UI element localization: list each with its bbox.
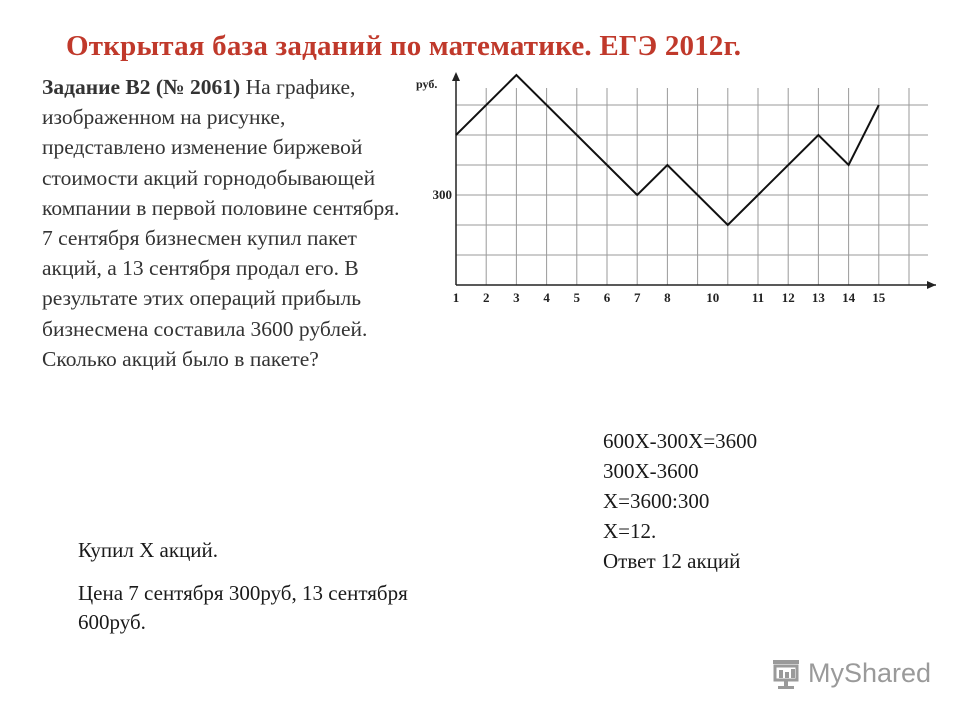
answer-line: Ответ 12 акций [603, 549, 741, 573]
task-body: На графике, изображенном на рисунке, представлено изменение биржевой стоимости акций горнодобывающей компании в первой половине сентября. 7 сентября бизнесмен купил пакет акций, а 13 сентября продал его. В результате этих операций прибыль бизнесмена составила 3600 рублей. Сколько акций было в пакете? [42, 75, 400, 371]
equation-line-2: 300Х-3600 [603, 459, 699, 483]
task-heading: Задание B2 (№ 2061) [42, 75, 241, 99]
equation-line-3: Х=3600:300 [603, 489, 710, 513]
x-tick-labels [453, 290, 886, 305]
y-tick-label: 300 [432, 187, 452, 202]
y-axis-arrow [452, 72, 460, 81]
x-tick-label: 12 [781, 290, 795, 305]
x-tick-label: 7 [633, 290, 641, 305]
x-tick-label: 6 [603, 290, 611, 305]
task-text [42, 72, 412, 374]
equation-line-4: Х=12. [603, 519, 657, 543]
x-tick-label: 4 [543, 290, 550, 305]
x-tick-label: 11 [751, 290, 765, 305]
x-tick-label: 14 [842, 290, 856, 305]
chart-grid [456, 88, 928, 285]
solution-step-1: Купил Х акций. [78, 538, 219, 562]
myshared-logo [768, 654, 938, 694]
y-tick-labels [433, 187, 453, 202]
x-tick-label: 10 [706, 290, 720, 305]
x-tick-label: 8 [664, 290, 671, 305]
stock-price-chart [416, 66, 946, 316]
equation-line-1: 600Х-300Х=3600 [603, 429, 758, 453]
solution-step-2: Цена 7 сентября 300руб, 13 сентября 600руб. [78, 581, 408, 634]
solution-right [603, 426, 903, 576]
y-axis-unit-label: руб. [416, 77, 438, 91]
x-tick-label: 2 [482, 290, 490, 305]
presentation-board-icon [768, 656, 804, 692]
logo-text: MyShared [808, 658, 932, 688]
x-tick-label: 5 [573, 290, 581, 305]
solution-left [78, 536, 418, 651]
slide-title: Открытая база заданий по математике. ЕГЭ 2012г. [66, 30, 742, 62]
x-axis-arrow [927, 281, 936, 289]
x-tick-label: 13 [811, 290, 825, 305]
x-tick-label: 3 [513, 290, 520, 305]
x-tick-label: 15 [872, 290, 886, 305]
x-tick-label: 1 [452, 290, 460, 305]
